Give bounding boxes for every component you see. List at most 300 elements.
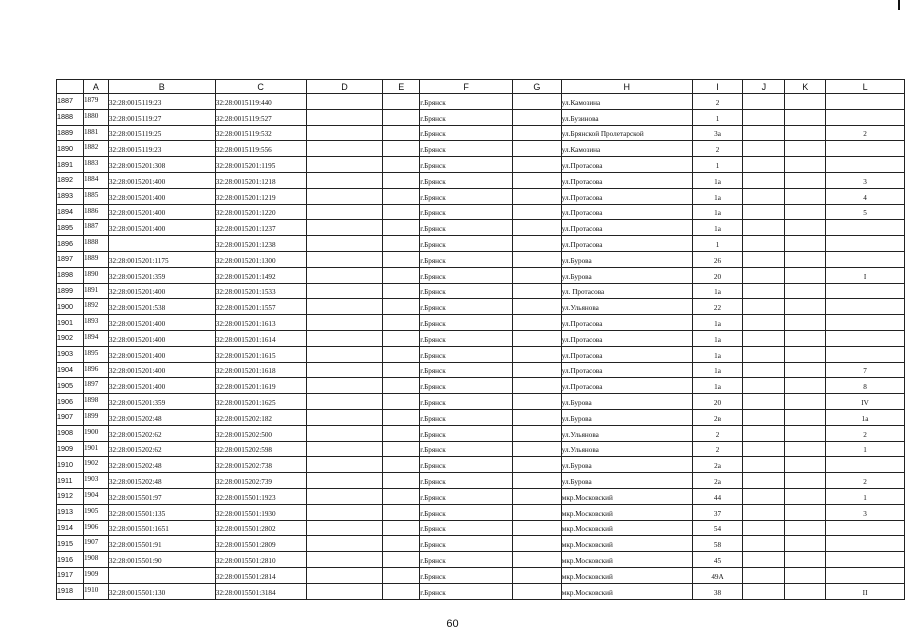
cell-j bbox=[743, 236, 785, 252]
cell-a: 1880 bbox=[83, 109, 108, 125]
cell-k bbox=[785, 409, 826, 425]
cell-i: 20 bbox=[692, 267, 743, 283]
cell-a: 1886 bbox=[83, 204, 108, 220]
cell-f: г.Брянск bbox=[420, 204, 513, 220]
cell-e bbox=[383, 552, 420, 568]
cell-e bbox=[383, 346, 420, 362]
table-body bbox=[57, 94, 905, 600]
row-number: 1893 bbox=[57, 188, 84, 204]
cell-i: 44 bbox=[692, 488, 743, 504]
cell-k bbox=[785, 457, 826, 473]
cell-h: ул.Бурова bbox=[561, 267, 692, 283]
row-number: 1909 bbox=[57, 441, 84, 457]
cell-f: г.Брянск bbox=[420, 220, 513, 236]
cell-a: 1896 bbox=[83, 362, 108, 378]
cell-k bbox=[785, 346, 826, 362]
cell-i: 1а bbox=[692, 172, 743, 188]
cell-f: г.Брянск bbox=[420, 441, 513, 457]
cell-e bbox=[383, 583, 420, 599]
row-number: 1918 bbox=[57, 583, 84, 599]
row-number: 1917 bbox=[57, 567, 84, 583]
cell-c: 32:28:0015201:1237 bbox=[215, 220, 306, 236]
cell-i: 2 bbox=[692, 141, 743, 157]
cell-l: I bbox=[826, 267, 905, 283]
cell-i: 1а bbox=[692, 346, 743, 362]
cell-a: 1891 bbox=[83, 283, 108, 299]
cell-a: 1884 bbox=[83, 172, 108, 188]
cell-l: 7 bbox=[826, 362, 905, 378]
cell-l bbox=[826, 536, 905, 552]
cell-j bbox=[743, 504, 785, 520]
row-number: 1910 bbox=[57, 457, 84, 473]
cell-g bbox=[512, 157, 561, 173]
row-number: 1908 bbox=[57, 425, 84, 441]
cell-c: 32:28:0015501:2814 bbox=[215, 567, 306, 583]
cell-g bbox=[512, 251, 561, 267]
cell-g bbox=[512, 267, 561, 283]
cell-l bbox=[826, 94, 905, 110]
cell-a: 1885 bbox=[83, 188, 108, 204]
cell-a: 1892 bbox=[83, 299, 108, 315]
cell-k bbox=[785, 236, 826, 252]
cell-j bbox=[743, 536, 785, 552]
cell-h: ул.Ульянова bbox=[561, 425, 692, 441]
table-row bbox=[57, 441, 905, 457]
cell-d bbox=[306, 172, 383, 188]
cell-j bbox=[743, 251, 785, 267]
cell-b: 32:28:0015201:1175 bbox=[108, 251, 215, 267]
cell-l bbox=[826, 457, 905, 473]
cell-e bbox=[383, 109, 420, 125]
cell-b bbox=[108, 567, 215, 583]
cell-k bbox=[785, 109, 826, 125]
table-row bbox=[57, 141, 905, 157]
cell-f: г.Брянск bbox=[420, 536, 513, 552]
column-header: B bbox=[108, 80, 215, 94]
cell-k bbox=[785, 157, 826, 173]
cell-k bbox=[785, 567, 826, 583]
cell-d bbox=[306, 299, 383, 315]
cell-i: 1 bbox=[692, 109, 743, 125]
row-number: 1903 bbox=[57, 346, 84, 362]
row-number: 1916 bbox=[57, 552, 84, 568]
cell-l bbox=[826, 330, 905, 346]
cell-l: 8 bbox=[826, 378, 905, 394]
cell-k bbox=[785, 583, 826, 599]
table-row bbox=[57, 251, 905, 267]
table-row bbox=[57, 520, 905, 536]
cell-i: 1а bbox=[692, 330, 743, 346]
cell-e bbox=[383, 283, 420, 299]
cell-d bbox=[306, 330, 383, 346]
cell-b bbox=[108, 236, 215, 252]
row-number: 1897 bbox=[57, 251, 84, 267]
cell-l bbox=[826, 251, 905, 267]
cell-l bbox=[826, 283, 905, 299]
cell-j bbox=[743, 473, 785, 489]
cell-k bbox=[785, 220, 826, 236]
cell-c: 32:28:0015201:1218 bbox=[215, 172, 306, 188]
column-header: H bbox=[561, 80, 692, 94]
cell-c: 32:28:0015201:1300 bbox=[215, 251, 306, 267]
cell-j bbox=[743, 188, 785, 204]
cell-j bbox=[743, 94, 785, 110]
cell-g bbox=[512, 283, 561, 299]
column-header: C bbox=[215, 80, 306, 94]
cell-d bbox=[306, 141, 383, 157]
cell-f: г.Брянск bbox=[420, 157, 513, 173]
table-row bbox=[57, 567, 905, 583]
cell-k bbox=[785, 283, 826, 299]
cell-e bbox=[383, 362, 420, 378]
cell-f: г.Брянск bbox=[420, 425, 513, 441]
row-number: 1904 bbox=[57, 362, 84, 378]
cell-i: 1а bbox=[692, 204, 743, 220]
cell-g bbox=[512, 188, 561, 204]
cell-e bbox=[383, 141, 420, 157]
cell-k bbox=[785, 362, 826, 378]
cell-g bbox=[512, 299, 561, 315]
cell-h: мкр.Московский bbox=[561, 536, 692, 552]
cell-d bbox=[306, 488, 383, 504]
cell-h: ул.Протасова bbox=[561, 330, 692, 346]
row-number: 1896 bbox=[57, 236, 84, 252]
cell-e bbox=[383, 188, 420, 204]
column-header: L bbox=[826, 80, 905, 94]
cell-j bbox=[743, 220, 785, 236]
cell-d bbox=[306, 251, 383, 267]
cell-k bbox=[785, 552, 826, 568]
cell-e bbox=[383, 409, 420, 425]
cell-e bbox=[383, 394, 420, 410]
cell-l: II bbox=[826, 583, 905, 599]
cell-f: г.Брянск bbox=[420, 172, 513, 188]
cell-h: ул.Бурова bbox=[561, 457, 692, 473]
cell-d bbox=[306, 583, 383, 599]
cell-e bbox=[383, 299, 420, 315]
cell-k bbox=[785, 141, 826, 157]
cell-l: 2 bbox=[826, 473, 905, 489]
cell-b: 32:28:0015201:400 bbox=[108, 346, 215, 362]
cell-c: 32:28:0015201:1219 bbox=[215, 188, 306, 204]
cell-i: 1а bbox=[692, 283, 743, 299]
cell-i: 2 bbox=[692, 441, 743, 457]
cell-e bbox=[383, 157, 420, 173]
cell-b: 32:28:0015201:400 bbox=[108, 315, 215, 331]
cell-h: ул.Протасова bbox=[561, 157, 692, 173]
cell-f: г.Брянск bbox=[420, 378, 513, 394]
cell-f: г.Брянск bbox=[420, 188, 513, 204]
row-number: 1914 bbox=[57, 520, 84, 536]
column-header: F bbox=[420, 80, 513, 94]
cell-k bbox=[785, 94, 826, 110]
cell-i: 58 bbox=[692, 536, 743, 552]
cell-h: ул.Бузинова bbox=[561, 109, 692, 125]
cell-j bbox=[743, 141, 785, 157]
column-header: J bbox=[743, 80, 785, 94]
cell-j bbox=[743, 441, 785, 457]
table-row bbox=[57, 425, 905, 441]
cell-e bbox=[383, 567, 420, 583]
cell-f: г.Брянск bbox=[420, 362, 513, 378]
cell-f: г.Брянск bbox=[420, 504, 513, 520]
row-number: 1901 bbox=[57, 315, 84, 331]
cell-h: ул.Бурова bbox=[561, 251, 692, 267]
cell-b: 32:28:0015201:538 bbox=[108, 299, 215, 315]
cell-h: мкр.Московский bbox=[561, 488, 692, 504]
cell-f: г.Брянск bbox=[420, 330, 513, 346]
cell-g bbox=[512, 552, 561, 568]
cell-f: г.Брянск bbox=[420, 488, 513, 504]
cell-j bbox=[743, 346, 785, 362]
table-row bbox=[57, 473, 905, 489]
row-number: 1892 bbox=[57, 172, 84, 188]
table-row bbox=[57, 394, 905, 410]
cell-g bbox=[512, 109, 561, 125]
cell-j bbox=[743, 125, 785, 141]
cell-k bbox=[785, 520, 826, 536]
table-row bbox=[57, 109, 905, 125]
table-row bbox=[57, 457, 905, 473]
cell-i: 26 bbox=[692, 251, 743, 267]
cell-b: 32:28:0015202:48 bbox=[108, 457, 215, 473]
cell-a: 1908 bbox=[83, 552, 108, 568]
cell-l bbox=[826, 109, 905, 125]
cell-f: г.Брянск bbox=[420, 567, 513, 583]
cell-l bbox=[826, 315, 905, 331]
cell-j bbox=[743, 409, 785, 425]
cell-g bbox=[512, 236, 561, 252]
cell-l bbox=[826, 346, 905, 362]
cell-d bbox=[306, 409, 383, 425]
column-header: A bbox=[83, 80, 108, 94]
cell-h: мкр.Московский bbox=[561, 504, 692, 520]
cell-b: 32:28:0015202:62 bbox=[108, 425, 215, 441]
cell-h: ул.Камозина bbox=[561, 141, 692, 157]
cell-h: ул.Ульянова bbox=[561, 299, 692, 315]
cell-i: 22 bbox=[692, 299, 743, 315]
cell-f: г.Брянск bbox=[420, 236, 513, 252]
cell-a: 1879 bbox=[83, 94, 108, 110]
cell-l: 5 bbox=[826, 204, 905, 220]
cell-i: 1а bbox=[692, 188, 743, 204]
row-number: 1895 bbox=[57, 220, 84, 236]
cell-j bbox=[743, 425, 785, 441]
cell-d bbox=[306, 425, 383, 441]
cell-a: 1901 bbox=[83, 441, 108, 457]
column-header: D bbox=[306, 80, 383, 94]
cell-a: 1882 bbox=[83, 141, 108, 157]
table-row bbox=[57, 346, 905, 362]
cell-a: 1895 bbox=[83, 346, 108, 362]
cell-h: ул.Протасова bbox=[561, 172, 692, 188]
cell-k bbox=[785, 536, 826, 552]
table-row bbox=[57, 315, 905, 331]
cell-c: 32:28:0015501:2809 bbox=[215, 536, 306, 552]
cell-d bbox=[306, 94, 383, 110]
cell-b: 32:28:0015202:62 bbox=[108, 441, 215, 457]
cell-e bbox=[383, 330, 420, 346]
table-row bbox=[57, 378, 905, 394]
cell-c: 32:28:0015201:1614 bbox=[215, 330, 306, 346]
cell-b: 32:28:0015202:48 bbox=[108, 473, 215, 489]
row-number: 1887 bbox=[57, 94, 84, 110]
cell-i: 1а bbox=[692, 220, 743, 236]
cell-d bbox=[306, 188, 383, 204]
cell-e bbox=[383, 94, 420, 110]
cell-a: 1883 bbox=[83, 157, 108, 173]
cell-e bbox=[383, 378, 420, 394]
cell-j bbox=[743, 457, 785, 473]
cell-j bbox=[743, 267, 785, 283]
cell-k bbox=[785, 330, 826, 346]
cell-d bbox=[306, 536, 383, 552]
table-row bbox=[57, 188, 905, 204]
cell-f: г.Брянск bbox=[420, 457, 513, 473]
cell-l bbox=[826, 552, 905, 568]
cell-e bbox=[383, 425, 420, 441]
page-number: 60 bbox=[446, 618, 459, 630]
cell-i: 3а bbox=[692, 125, 743, 141]
cell-e bbox=[383, 236, 420, 252]
cell-g bbox=[512, 567, 561, 583]
cell-i: 1 bbox=[692, 157, 743, 173]
cell-j bbox=[743, 283, 785, 299]
cell-h: ул.Протасова bbox=[561, 346, 692, 362]
row-number: 1912 bbox=[57, 488, 84, 504]
cell-l bbox=[826, 520, 905, 536]
cell-i: 2 bbox=[692, 425, 743, 441]
cell-c: 32:28:0015202:500 bbox=[215, 425, 306, 441]
cell-l: 3 bbox=[826, 172, 905, 188]
cell-k bbox=[785, 394, 826, 410]
cell-c: 32:28:0015202:739 bbox=[215, 473, 306, 489]
cell-c: 32:28:0015501:3184 bbox=[215, 583, 306, 599]
cell-h: ул.Камозина bbox=[561, 94, 692, 110]
row-number: 1894 bbox=[57, 204, 84, 220]
cell-j bbox=[743, 583, 785, 599]
cell-a: 1898 bbox=[83, 394, 108, 410]
cell-f: г.Брянск bbox=[420, 125, 513, 141]
cell-e bbox=[383, 536, 420, 552]
cell-g bbox=[512, 346, 561, 362]
row-number: 1900 bbox=[57, 299, 84, 315]
cell-g bbox=[512, 125, 561, 141]
cell-e bbox=[383, 504, 420, 520]
cell-j bbox=[743, 204, 785, 220]
cell-g bbox=[512, 473, 561, 489]
table-row bbox=[57, 299, 905, 315]
row-number: 1906 bbox=[57, 394, 84, 410]
cell-f: г.Брянск bbox=[420, 315, 513, 331]
cell-c: 32:28:0015201:1533 bbox=[215, 283, 306, 299]
cell-k bbox=[785, 473, 826, 489]
table-row bbox=[57, 330, 905, 346]
row-number: 1902 bbox=[57, 330, 84, 346]
cell-c: 32:28:0015202:182 bbox=[215, 409, 306, 425]
row-number: 1913 bbox=[57, 504, 84, 520]
cell-f: г.Брянск bbox=[420, 109, 513, 125]
cell-d bbox=[306, 504, 383, 520]
cell-d bbox=[306, 567, 383, 583]
cell-k bbox=[785, 267, 826, 283]
cell-a: 1907 bbox=[83, 536, 108, 552]
cell-h: ул.Бурова bbox=[561, 473, 692, 489]
cell-b: 32:28:0015201:308 bbox=[108, 157, 215, 173]
cell-b: 32:28:0015201:400 bbox=[108, 172, 215, 188]
column-header bbox=[57, 80, 84, 94]
cell-l: 4 bbox=[826, 188, 905, 204]
row-number: 1905 bbox=[57, 378, 84, 394]
cell-c: 32:28:0015501:2802 bbox=[215, 520, 306, 536]
table-row bbox=[57, 552, 905, 568]
cell-k bbox=[785, 378, 826, 394]
cell-c: 32:28:0015119:527 bbox=[215, 109, 306, 125]
cell-b: 32:28:0015201:359 bbox=[108, 267, 215, 283]
cell-j bbox=[743, 362, 785, 378]
table-row bbox=[57, 583, 905, 599]
cell-c: 32:28:0015202:738 bbox=[215, 457, 306, 473]
cell-d bbox=[306, 236, 383, 252]
cell-i: 2а bbox=[692, 473, 743, 489]
cell-a: 1910 bbox=[83, 583, 108, 599]
cell-j bbox=[743, 157, 785, 173]
cell-b: 32:28:0015501:97 bbox=[108, 488, 215, 504]
cell-c: 32:28:0015201:1195 bbox=[215, 157, 306, 173]
cell-l: 1 bbox=[826, 441, 905, 457]
column-header: G bbox=[512, 80, 561, 94]
row-number: 1899 bbox=[57, 283, 84, 299]
cell-c: 32:28:0015201:1619 bbox=[215, 378, 306, 394]
cell-g bbox=[512, 394, 561, 410]
cell-i: 37 bbox=[692, 504, 743, 520]
cell-c: 32:28:0015201:1557 bbox=[215, 299, 306, 315]
cell-k bbox=[785, 204, 826, 220]
cell-j bbox=[743, 394, 785, 410]
cell-i: 45 bbox=[692, 552, 743, 568]
cell-g bbox=[512, 141, 561, 157]
cell-d bbox=[306, 441, 383, 457]
cell-h: ул.Протасова bbox=[561, 220, 692, 236]
cell-b: 32:28:0015501:130 bbox=[108, 583, 215, 599]
cell-f: г.Брянск bbox=[420, 251, 513, 267]
cell-b: 32:28:0015201:400 bbox=[108, 283, 215, 299]
cell-h: мкр.Московский bbox=[561, 583, 692, 599]
cell-g bbox=[512, 94, 561, 110]
cell-f: г.Брянск bbox=[420, 267, 513, 283]
cell-k bbox=[785, 488, 826, 504]
cell-g bbox=[512, 204, 561, 220]
cell-f: г.Брянск bbox=[420, 520, 513, 536]
cell-c: 32:28:0015119:440 bbox=[215, 94, 306, 110]
cell-d bbox=[306, 346, 383, 362]
cell-b: 32:28:0015501:91 bbox=[108, 536, 215, 552]
cell-b: 32:28:0015119:25 bbox=[108, 125, 215, 141]
cell-b: 32:28:0015202:48 bbox=[108, 409, 215, 425]
cell-l: 1а bbox=[826, 409, 905, 425]
cell-d bbox=[306, 283, 383, 299]
scan-edge-mark bbox=[898, 0, 900, 10]
cell-h: ул.Брянской Пролетарской bbox=[561, 125, 692, 141]
table-row bbox=[57, 204, 905, 220]
cell-a: 1894 bbox=[83, 330, 108, 346]
cell-e bbox=[383, 125, 420, 141]
cell-k bbox=[785, 315, 826, 331]
cell-c: 32:28:0015501:1923 bbox=[215, 488, 306, 504]
cell-k bbox=[785, 504, 826, 520]
cell-b: 32:28:0015201:400 bbox=[108, 204, 215, 220]
cell-g bbox=[512, 330, 561, 346]
